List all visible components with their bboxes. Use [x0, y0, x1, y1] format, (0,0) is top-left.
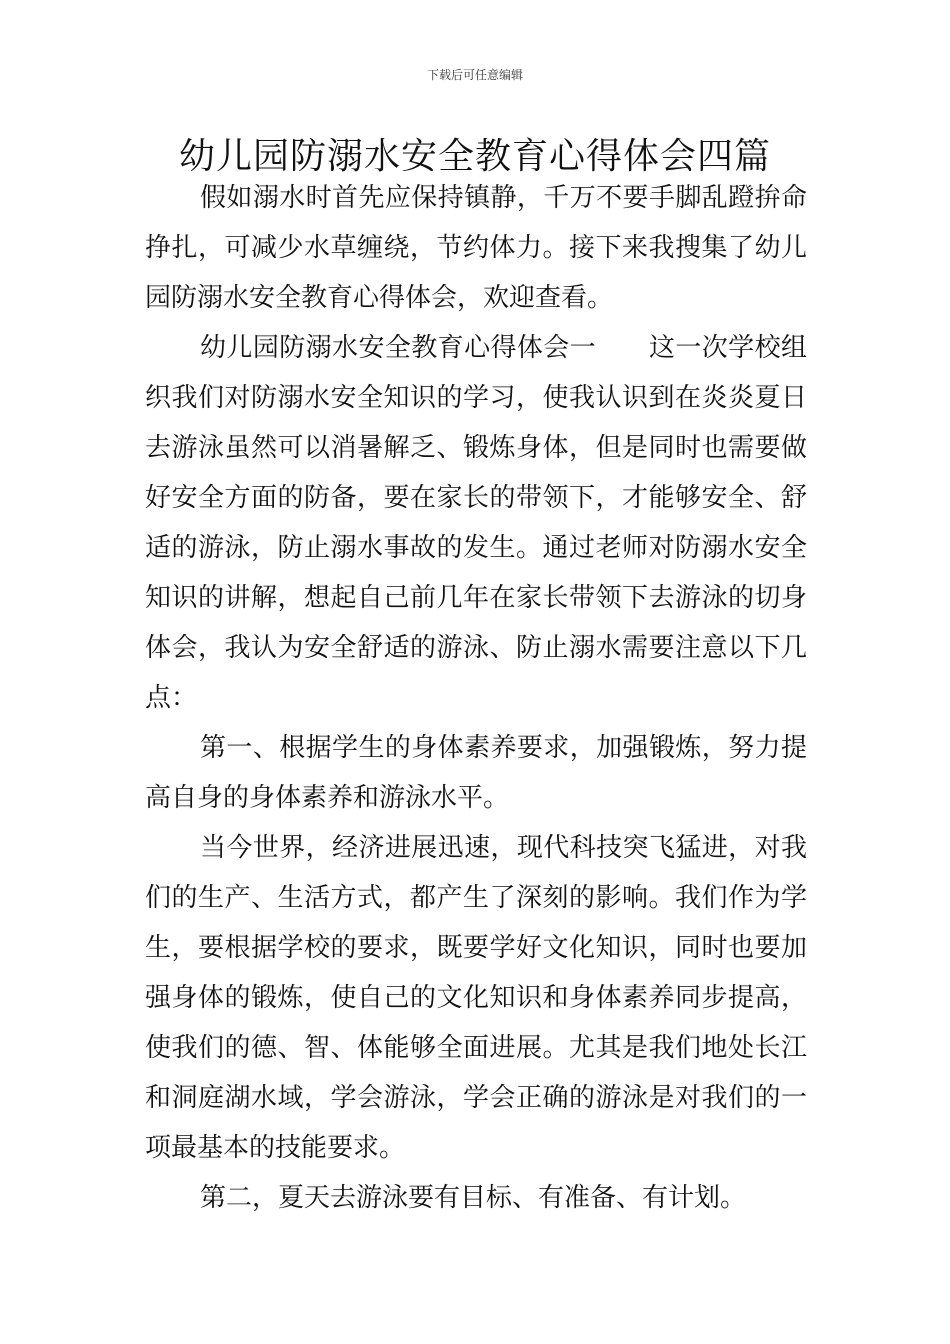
- paragraph: [145, 1176, 807, 1226]
- text-line: 织我们对防溺水安全知识的学习，使我认识到在炎炎夏日: [145, 383, 807, 413]
- text-line: 挣扎，可减少水草缠绕，节约体力。接下来我搜集了幼儿: [145, 233, 807, 263]
- text-line: 去游泳虽然可以消暑解乏、锻炼身体，但是同时也需要做: [145, 433, 807, 463]
- document-title: 幼儿园防溺水安全教育心得体会四篇: [178, 136, 771, 177]
- text-line: 和洞庭湖水域，学会游泳，学会正确的游泳是对我们的一: [145, 1083, 807, 1113]
- text-line: 第二，夏天去游泳要有目标、有准备、有计划。: [200, 1183, 747, 1213]
- text-line: 使我们的德、智、体能够全面进展。尤其是我们地处长江: [145, 1033, 807, 1063]
- text-line: 适的游泳，防止溺水事故的发生。通过老师对防溺水安全: [145, 533, 807, 563]
- text-line: 好安全方面的防备，要在家长的带领下，才能够安全、舒: [145, 483, 807, 513]
- paragraph: [145, 726, 807, 826]
- text-line: 高自身的身体素养和游泳水平。: [145, 783, 510, 813]
- text-line: 幼儿园防溺水安全教育心得体会一 这一次学校组: [200, 333, 807, 363]
- text-line: 假如溺水时首先应保持镇静，千万不要手脚乱蹬拚命: [200, 183, 807, 213]
- text-line: 点：: [145, 683, 198, 713]
- text-line: 强身体的锻炼，使自己的文化知识和身体素养同步提高，: [145, 983, 807, 1013]
- paragraph: [145, 176, 807, 326]
- text-line: 们的生产、生活方式，都产生了深刻的影响。我们作为学: [145, 883, 807, 913]
- page-header: 下载后可任意编辑: [426, 68, 523, 82]
- document-body: [145, 176, 807, 1226]
- text-line: 第一、根据学生的身体素养要求，加强锻炼，努力提: [200, 733, 807, 763]
- paragraph: [145, 826, 807, 1176]
- text-line: 园防溺水安全教育心得体会，欢迎查看。: [145, 283, 614, 313]
- text-line: 当今世界，经济进展迅速，现代科技突飞猛进，对我: [200, 833, 807, 863]
- paragraph: [145, 326, 807, 726]
- text-line: 生，要根据学校的要求，既要学好文化知识，同时也要加: [145, 933, 807, 963]
- text-line: 知识的讲解，想起自己前几年在家长带领下去游泳的切身: [145, 583, 807, 613]
- text-line: 体会，我认为安全舒适的游泳、防止溺水需要注意以下几: [145, 633, 807, 663]
- text-line: 项最基本的技能要求。: [145, 1133, 406, 1163]
